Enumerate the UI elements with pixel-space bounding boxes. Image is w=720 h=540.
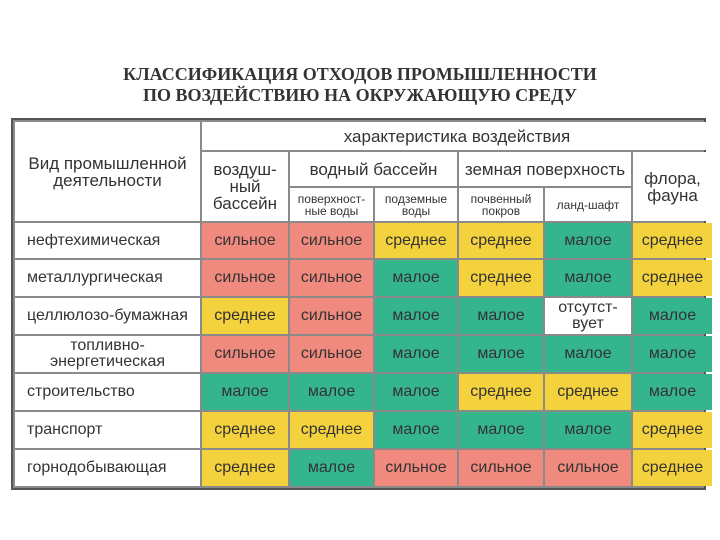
impact-cell: сильное: [202, 336, 288, 372]
impact-cell: сильное: [459, 450, 543, 486]
impact-cell: сильное: [375, 450, 457, 486]
header-activity: Вид промышленной деятельности: [15, 122, 200, 221]
impact-cell: среднее: [633, 412, 712, 448]
impact-cell: среднее: [633, 260, 712, 296]
impact-cell: среднее: [202, 412, 288, 448]
impact-cell: малое: [459, 298, 543, 334]
title-line-1: КЛАССИФИКАЦИЯ ОТХОДОВ ПРОМЫШЛЕННОСТИ: [123, 64, 597, 84]
impact-cell: малое: [633, 336, 712, 372]
impact-cell: малое: [375, 412, 457, 448]
impact-cell: среднее: [290, 412, 373, 448]
impact-cell: среднее: [459, 223, 543, 258]
impact-cell: сильное: [290, 298, 373, 334]
impact-cell: среднее: [459, 260, 543, 296]
header-surface-water: поверхност-ные воды: [290, 188, 373, 221]
row-label: целлюлозо-бумажная: [15, 298, 200, 334]
row-label: транспорт: [15, 412, 200, 448]
impact-cell: среднее: [202, 450, 288, 486]
impact-cell: сильное: [290, 260, 373, 296]
impact-cell: малое: [375, 336, 457, 372]
row-label: топливно-энергетическая: [15, 336, 200, 372]
row-label: горнодобывающая: [15, 450, 200, 486]
impact-cell: малое: [545, 412, 631, 448]
impact-cell: среднее: [202, 298, 288, 334]
impact-cell: малое: [545, 336, 631, 372]
page-title: [0, 64, 720, 106]
impact-cell: малое: [459, 412, 543, 448]
header-landscape: ланд-шафт: [545, 188, 631, 221]
impact-cell: малое: [375, 260, 457, 296]
impact-cell: малое: [545, 260, 631, 296]
header-air: воздуш-ный бассейн: [202, 152, 288, 221]
impact-cell: малое: [290, 374, 373, 410]
header-flora: флора, фауна: [633, 152, 712, 221]
impact-cell: малое: [375, 374, 457, 410]
impact-cell: малое: [633, 298, 712, 334]
row-label: нефтехимическая: [15, 223, 200, 258]
impact-cell: малое: [545, 223, 631, 258]
row-label: строительство: [15, 374, 200, 410]
header-ground-water: подземные воды: [375, 188, 457, 221]
impact-cell: сильное: [290, 336, 373, 372]
impact-cell: малое: [459, 336, 543, 372]
impact-cell: сильное: [545, 450, 631, 486]
impact-cell: сильное: [290, 223, 373, 258]
impact-cell: малое: [633, 374, 712, 410]
impact-cell: среднее: [459, 374, 543, 410]
header-soil: почвенный покров: [459, 188, 543, 221]
impact-cell: сильное: [202, 260, 288, 296]
header-water: водный бассейн: [290, 152, 457, 186]
impact-cell: среднее: [375, 223, 457, 258]
row-label: металлургическая: [15, 260, 200, 296]
title-line-2: ПО ВОЗДЕЙСТВИЮ НА ОКРУЖАЮЩУЮ СРЕДУ: [142, 85, 577, 105]
header-impact: характеристика воздействия: [202, 122, 712, 150]
impact-cell: среднее: [545, 374, 631, 410]
impact-cell: малое: [290, 450, 373, 486]
impact-cell: сильное: [202, 223, 288, 258]
impact-cell: малое: [202, 374, 288, 410]
impact-cell: малое: [375, 298, 457, 334]
header-earth: земная поверхность: [459, 152, 631, 186]
impact-cell: отсутст-вует: [545, 298, 631, 334]
classification-table: [11, 118, 706, 490]
impact-cell: среднее: [633, 450, 712, 486]
impact-cell: среднее: [633, 223, 712, 258]
